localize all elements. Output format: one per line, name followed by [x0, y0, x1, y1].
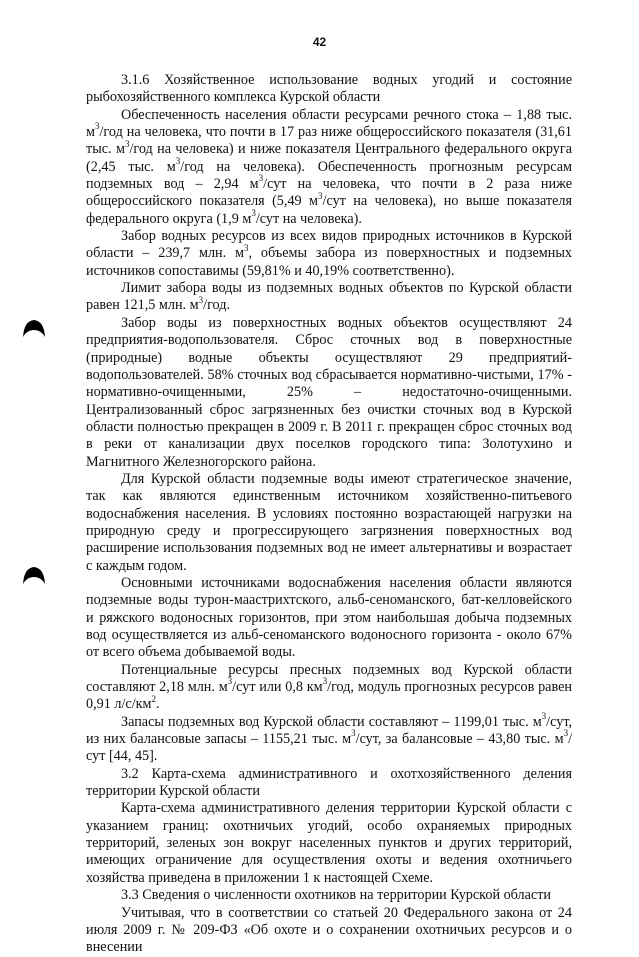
paragraph-water-withdrawal: Забор водных ресурсов из всех видов природных источников в Курской области – 239,7 млн. $м^3$, объемы забора из поверхностных и подземных источников сопоставимы (59,81% и 40,19% соответственно).: [86, 228, 572, 279]
paragraph-aquifers: Основными источниками водоснабжения населения области являются подземные воды турон-маастрихтского, альб-сеноманского, бат-келловейского и ряжского водоносных горизонтов, при этом наибольшая добыча подземных вод осуществляется из альб-сеноманского водоносного горизонта - около 67% от всего объема добываемой воды.: [86, 574, 572, 661]
paragraph-water-supply-per-capita: Обеспеченность населения области ресурсами речного стока – 1,88 тыс. $м^3$/год на человека, что почти в 17 раз ниже общероссийского показателя (31,61 тыс. $м^3$/год на человека) и ниже показателя Центрального федерального округа (2,45 тыс. $м^3$/год на человека). Обеспеченность прогнозным ресурсам подземных вод – 2,94 $м^3$/сут на человека, что почти в 2 раза ниже общероссийского показателя (5,49 $м^3$/сут на человека), но выше показателя федерального округа (1,9 $м^3$/сут на человека).: [86, 106, 573, 227]
punch-hole-mark-bottom: [22, 565, 46, 585]
section-heading-3-3: 3.3 Сведения о численности охотников на территории Курской области: [121, 887, 552, 904]
paragraph-reserves: Запасы подземных вод Курской области составляют – 1199,01 тыс. $м^3$/сут, из них балансовые запасы – 1155,21 тыс. $м^3$/сут, за балансовые – 43,80 тыс. $м^3$/сут [44, 45].: [86, 710, 573, 765]
paragraph-potential-resources: Потенциальные ресурсы пресных подземных вод Курской области составляют 2,18 млн. $м^3$/сут или 0,8 $км^3$/год, модуль прогнозных ресурсов равен 0,91 $л/с/км^2$.: [86, 661, 572, 713]
section-heading-3-2: 3.2 Карта-схема административного и охотхозяйственного деления территории Курской области: [86, 765, 572, 800]
punch-hole-mark-top: [22, 318, 46, 338]
paragraph-underground-limit: Лимит забора воды из подземных водных объектов по Курской области равен 121,5 млн. $м^3$/год.: [86, 280, 572, 314]
document-body: [86, 72, 572, 957]
paragraph-strategic-importance: Для Курской области подземные воды имеют стратегическое значение, так как являются единственным источником хозяйственно-питьевого водоснабжения населения. В условиях постоянно возрастающей нагрузки на природную среду и прогрессирующего загрязнения поверхностных вод расширение использования подземных вод не имеет альтернативы и возрастает с каждым годом.: [86, 470, 572, 574]
page-number: 42: [312, 35, 327, 49]
section-heading-3-1-6: 3.1.6 Хозяйственное использование водных угодий и состояние рыбохозяйственного комплекса Курской области: [86, 72, 572, 106]
paragraph-surface-withdrawal: Забор воды из поверхностных водных объектов осуществляют 24 предприятия-водопользователя. Сброс сточных вод в поверхностные (природные) водные объекты осуществляют 29 предприятий-водопользователей. 58% сточных вод сбрасывается нормативно-чистыми, 17% - нормативно-очищенными, 25% – недостаточно-очищенными. Централизованный сброс загрязненных без очистки сточных вод в Курской области полностью прекращен в 2009 г. В 2011 г. прекращен сброс сточных вод в реки от канализации двух поселков городского типа: Золотухино и Магнитного Железногорского района.: [86, 314, 572, 470]
paragraph-map-scheme: Карта-схема административного деления территории Курской области с указанием границ: охотничьих угодий, особо охраняемых природных территорий, зеленых зон вокруг населенных пунктов и других территорий, имеющих ограничение для осуществления охоты и ведения охотничьего хозяйства приведена в приложении 1 к настоящей Схеме.: [86, 800, 572, 886]
paragraph-hunters-count: Учитывая, что в соответствии со статьей 20 Федерального закона от 24 июля 2009 г. № 209-ФЗ «Об охоте и о сохранении охотничьих ресурсов и о внесении: [86, 904, 572, 956]
